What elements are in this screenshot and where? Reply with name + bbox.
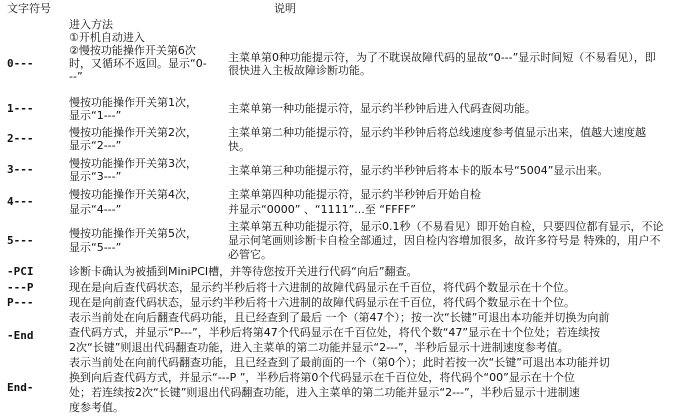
row-symbol: -End: [7, 329, 34, 342]
row-desc-line: 表示当前处在向后翻查代码功能，且已经查到了最后 一个（第47个）；按一次“长键”可退出本功能并切换为向前: [69, 311, 610, 324]
row-desc-line: 诊断卡确认为被插到MiniPCI槽，并等待您按开关进行代码“向后”翻查。: [69, 265, 418, 278]
entry-method-press: ②慢按功能操作开关第6次: [69, 44, 196, 57]
row-desc-line: 表示当前处在向前代码翻查功能，且已经查到了最前面的一个（第0个）；此时若按一次“长键”可退出本功能并切: [69, 356, 610, 369]
row-symbol: 4---: [7, 195, 34, 208]
entry-method-title: 进入方法: [69, 18, 113, 31]
row-method-line: 慢按功能操作开关第4次，: [69, 188, 197, 201]
row-symbol: 5---: [7, 234, 34, 247]
row-desc-line: 主菜单第三种功能提示符，显示约半秒钟后将本卡的版本号“5004”显示出来。: [228, 164, 609, 177]
row-symbol: ---P: [7, 281, 34, 294]
column-header-description: 说明: [274, 2, 296, 15]
row-desc-line: 主菜单第二种功能提示符，显示约半秒钟后将总线速度参考值显示出来，值越大速度越: [228, 126, 646, 139]
row-symbol: 2---: [7, 132, 34, 145]
row-method-line: 显示“4---”: [69, 203, 122, 216]
row-method-line: 慢按功能操作开关第2次，: [69, 126, 197, 139]
entry-method-auto: ①开机自动进入: [69, 31, 145, 44]
row-desc-line: 主菜单第五种功能提示符，显示0.1秒（不易看见）即开始自检，只要四位都有显示，不论: [228, 220, 664, 233]
row-desc-line: 现在是向后查代码状态，显示约半秒后将十六进制的故障代码显示在千百位，将代码个数显示在十个位。: [69, 281, 575, 294]
row-symbol: 1---: [7, 102, 34, 115]
row-desc-line: 现在是向前查代码状态，显示约半秒后将十六进制的故障代码显示在千百位，将代码个数显示在十个位。: [69, 296, 575, 309]
row-desc-line: 必管它。: [228, 248, 272, 261]
row-method-line: 显示“2---”: [69, 139, 122, 152]
row-symbol: 3---: [7, 163, 34, 176]
row-method-line: 显示“3---”: [69, 170, 122, 183]
row-desc-line: 度参考值。: [69, 401, 124, 414]
row-symbol: End-: [7, 381, 34, 394]
row-method-line: 慢按功能操作开关第3次，: [69, 157, 197, 170]
row-desc-line: 2次“长键”则退出代码翻查功能，进入主菜单的第二功能并显示“2---”，半秒后显示十进制速度参考值。: [69, 341, 569, 354]
row-method-line: 慢按功能操作开关第5次，: [69, 227, 197, 240]
row-method-line: 显示“5---”: [69, 241, 122, 254]
entry-method-press-end: --”: [69, 70, 83, 83]
row-desc-line: 显示何笔画则诊断卡自检全部通过，因自检内容增加很多，故许多符号是 特殊的，用户不: [228, 234, 661, 247]
row-desc-line: 主菜单第一种功能提示符，显示约半秒钟后进入代码查阅功能。: [228, 102, 536, 115]
row-method-line: 显示“1---”: [69, 109, 122, 122]
row-symbol: 0---: [7, 57, 34, 70]
row-symbol: P---: [7, 296, 34, 309]
row-desc-line: 很快进入主板故障诊断功能。: [228, 64, 371, 77]
row-desc-line: 处；若连续按2次“长键”则退出代码翻查功能，进入主菜单的第二功能并显示“2---”，半秒后显示十进制速: [69, 386, 580, 399]
row-desc-line: 查代码方式，并显示“P---”，半秒后将第47个代码显示在千百位处，将代个数“47”显示在十个位处；若连续按: [69, 326, 601, 339]
row-desc-line: 并显示“0000” 、“1111”...至 “FFFF”: [228, 203, 416, 216]
row-method-line: 慢按功能操作开关第1次，: [69, 96, 197, 109]
column-header-symbol: 文字符号: [7, 2, 51, 15]
row-desc-line: 主菜单第四种功能提示符，显示约半秒钟后开始自检: [228, 188, 481, 201]
entry-method-press-cont: 时，又循环不返回。显示“0-: [69, 57, 207, 70]
row-symbol: -PCI: [7, 265, 34, 278]
row-desc-line: 主菜单第0种功能提示符，为了不耽误故障代码的显故“0---”显示时间短（不易看见），即: [228, 51, 656, 64]
row-desc-line: 换到向后查代码方式，并显示“---P ”，半秒后将第0个代码显示在千百位处，将代码个“00”显示在十个位: [69, 371, 575, 384]
row-desc-line: 快。: [228, 140, 250, 153]
